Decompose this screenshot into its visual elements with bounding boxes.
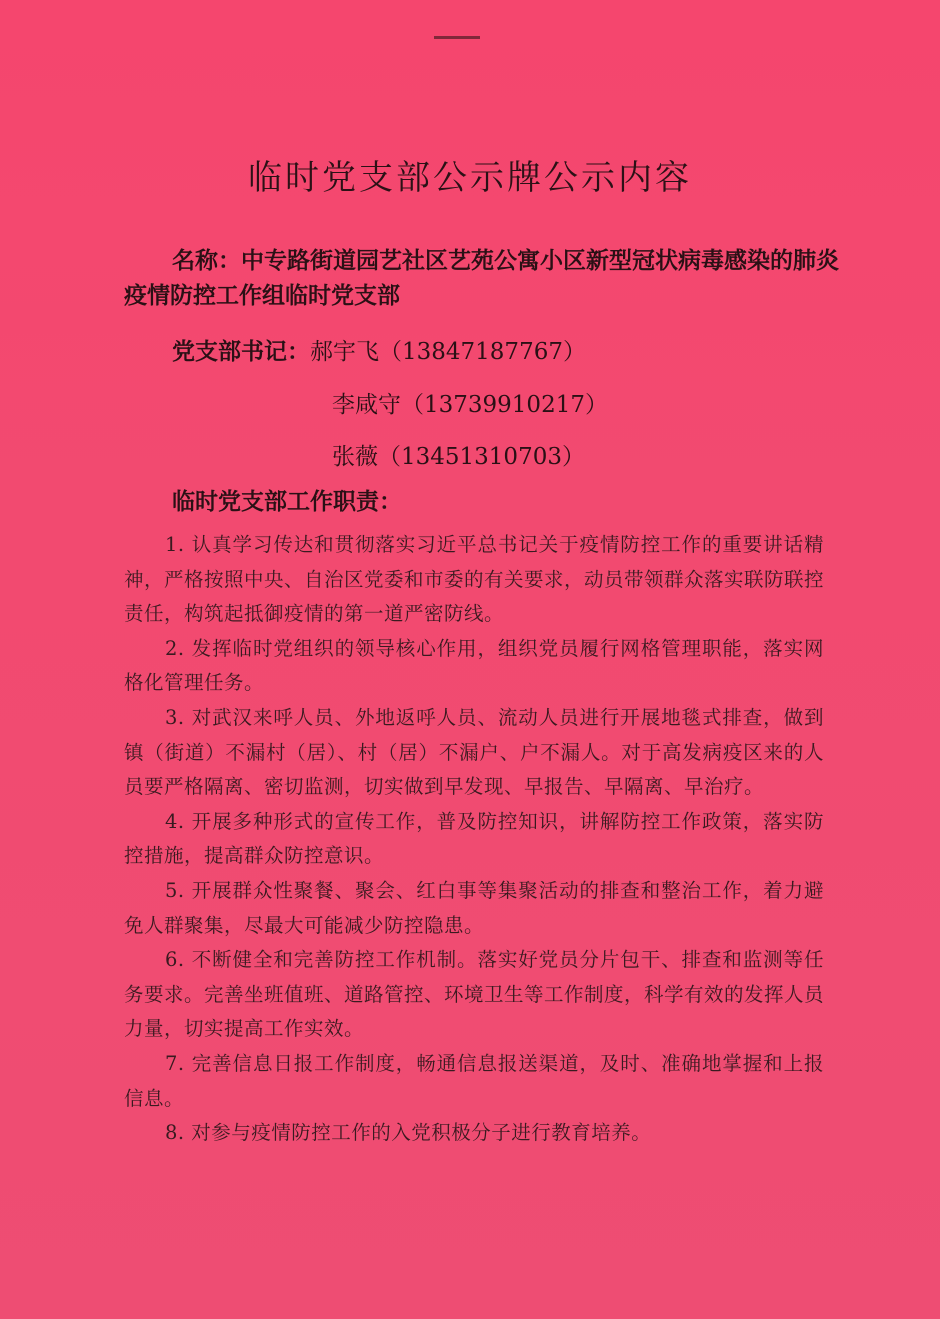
secretary-line-3 xyxy=(332,442,585,472)
duties-list xyxy=(124,528,824,1151)
secretary-label: 党支部书记： xyxy=(172,339,310,365)
duties-title: 临时党支部工作职责： xyxy=(172,489,402,515)
top-dash-mark xyxy=(434,36,480,39)
duty-item-4: 4. 开展多种形式的宣传工作，普及防控知识，讲解防控工作政策，落实防控措施，提高群众防控意识。 xyxy=(124,809,824,868)
secretary-line-1 xyxy=(172,337,586,367)
secretary-1: 郝宇飞（13847187767） xyxy=(310,339,586,365)
secretary-2: 李咸守（13739910217） xyxy=(332,392,608,418)
duty-item-6: 6. 不断健全和完善防控工作机制。落实好党员分片包干、排查和监测等任务要求。完善坐班值班、道路管控、环境卫生等工作制度，科学有效的发挥人员力量，切实提高工作实效。 xyxy=(124,948,825,1041)
duty-item-1: 1. 认真学习传达和贯彻落实习近平总书记关于疫情防控工作的重要讲话精神，严格按照中央、自治区党委和市委的有关要求，动员带领群众落实联防联控责任，构筑起抵御疫情的第一道严密防线。 xyxy=(124,533,825,626)
duty-item-3: 3. 对武汉来呼人员、外地返呼人员、流动人员进行开展地毯式排查，做到镇（街道）不漏村（居）、村（居）不漏户、户不漏人。对于高发病疫区来的人员要严格隔离、密切监测，切实做到早发现、早报告、早隔离、早治疗。 xyxy=(124,705,824,799)
branch-name: 名称：中专路街道园艺社区艺苑公寓小区新型冠状病毒感染的肺炎疫情防控工作组临时党支部 xyxy=(124,248,839,309)
duty-item-7: 7. 完善信息日报工作制度，畅通信息报送渠道，及时、准确地掌握和上报信息。 xyxy=(124,1051,824,1110)
secretary-line-2 xyxy=(332,390,608,420)
duty-item-2: 2. 发挥临时党组织的领导核心作用，组织党员履行网格管理职能，落实网格化管理任务。 xyxy=(124,636,824,695)
secretary-3: 张薇（13451310703） xyxy=(332,444,585,470)
duty-item-8: 8. 对参与疫情防控工作的入党积极分子进行教育培养。 xyxy=(165,1121,652,1145)
document-title: 临时党支部公示牌公示内容 xyxy=(248,158,692,198)
duty-item-5: 5. 开展群众性聚餐、聚会、红白事等集聚活动的排查和整治工作，着力避免人群聚集，尽最大可能减少防控隐患。 xyxy=(124,878,824,937)
